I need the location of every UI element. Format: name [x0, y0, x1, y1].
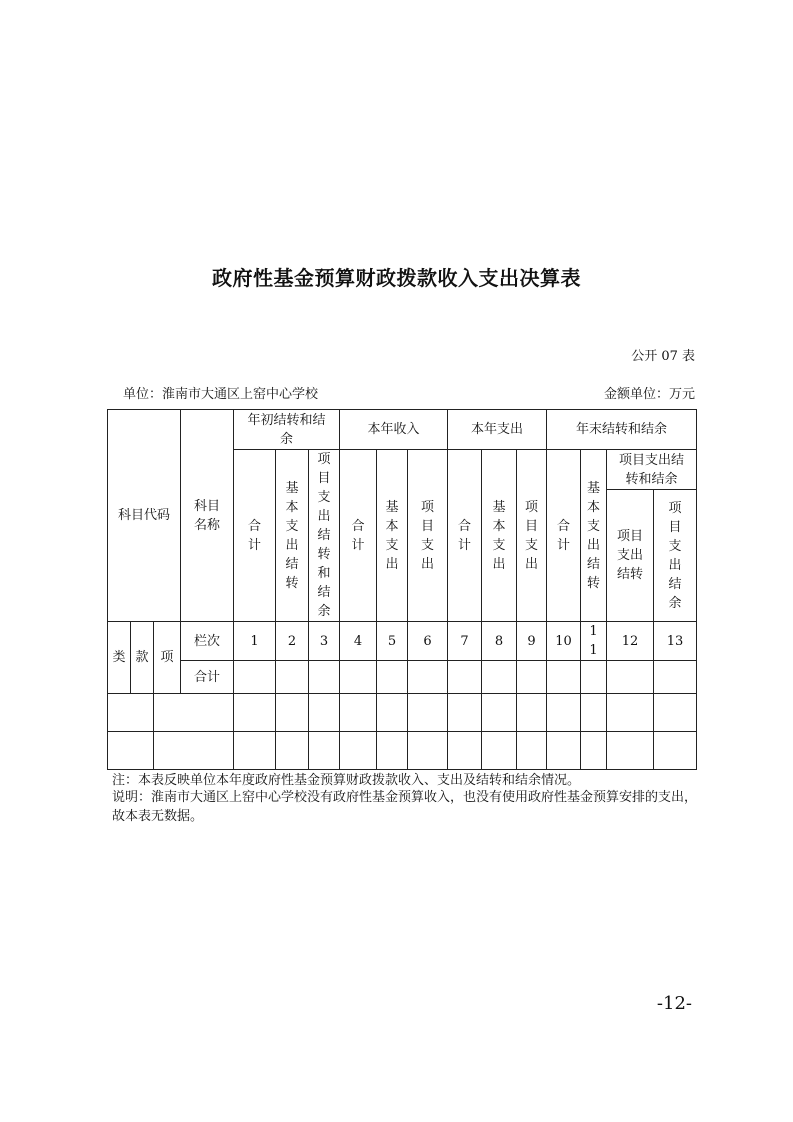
expense-total-header: 合计	[448, 450, 482, 622]
table-cell	[154, 732, 234, 770]
end-total-header: 合计	[547, 450, 581, 622]
table-row	[108, 732, 697, 770]
table-cell	[607, 661, 654, 694]
col-number: 1	[234, 622, 276, 661]
col-number: 8	[482, 622, 517, 661]
begin-project-header: 项目支出结转和结余	[309, 450, 340, 622]
table-cell	[654, 661, 697, 694]
total-row-label: 合计	[181, 661, 234, 694]
table-cell	[377, 732, 408, 770]
col-number: 12	[607, 622, 654, 661]
table-cell	[108, 732, 154, 770]
income-total-header: 合计	[340, 450, 377, 622]
table-cell	[517, 732, 547, 770]
table-cell	[448, 694, 482, 732]
income-header: 本年收入	[340, 410, 448, 450]
col-number: 11	[581, 622, 607, 661]
table-cell	[340, 732, 377, 770]
begin-total-header: 合计	[234, 450, 276, 622]
table-cell	[154, 694, 234, 732]
unit-label: 单位：淮南市大通区上窑中心学校	[123, 387, 319, 402]
expense-header: 本年支出	[448, 410, 547, 450]
budget-table	[107, 409, 697, 770]
table-cell	[547, 732, 581, 770]
expense-basic-header: 基本支出	[482, 450, 517, 622]
col-number: 6	[408, 622, 448, 661]
table-cell	[547, 694, 581, 732]
table-cell	[448, 661, 482, 694]
explanation-text: 说明：淮南市大通区上窑中心学校没有政府性基金预算收入，也没有使用政府性基金预算安排的支出，故本表无数据。	[112, 790, 698, 824]
table-cell	[234, 694, 276, 732]
section-header: 款	[131, 622, 154, 694]
table-cell	[517, 694, 547, 732]
table-cell	[408, 661, 448, 694]
table-cell	[448, 732, 482, 770]
table-cell	[234, 661, 276, 694]
col-number: 9	[517, 622, 547, 661]
table-cell	[276, 661, 309, 694]
end-project-group-header: 项目支出结转和结余	[607, 450, 697, 490]
end-project-carry-header: 项目支出结转	[607, 490, 654, 622]
col-number: 2	[276, 622, 309, 661]
table-cell	[581, 732, 607, 770]
table-cell	[581, 661, 607, 694]
col-number: 10	[547, 622, 581, 661]
table-cell	[340, 694, 377, 732]
class-header: 类	[108, 622, 131, 694]
table-cell	[408, 732, 448, 770]
table-cell	[654, 732, 697, 770]
table-cell	[482, 661, 517, 694]
col-number: 13	[654, 622, 697, 661]
table-cell	[517, 661, 547, 694]
form-number: 公开 07 表	[631, 349, 695, 364]
col-number: 4	[340, 622, 377, 661]
table-cell	[654, 694, 697, 732]
row-number-label: 栏次	[181, 622, 234, 661]
table-cell	[408, 694, 448, 732]
table-cell	[276, 694, 309, 732]
table-cell	[607, 694, 654, 732]
subject-code-header: 科目代码	[108, 410, 181, 622]
table-cell	[607, 732, 654, 770]
table-cell	[309, 732, 340, 770]
table-cell	[309, 694, 340, 732]
table-cell	[340, 661, 377, 694]
table-cell	[309, 661, 340, 694]
table-cell	[234, 732, 276, 770]
table-cell	[377, 661, 408, 694]
table-cell	[108, 694, 154, 732]
subject-name-header: 科目名称	[181, 410, 234, 622]
table-cell	[276, 732, 309, 770]
table-cell	[377, 694, 408, 732]
amount-unit-label: 金额单位：万元	[603, 387, 695, 402]
income-basic-header: 基本支出	[377, 450, 408, 622]
expense-project-header: 项目支出	[517, 450, 547, 622]
page-number: -12-	[656, 993, 692, 1014]
col-number: 7	[448, 622, 482, 661]
item-header: 项	[154, 622, 181, 694]
income-project-header: 项目支出	[408, 450, 448, 622]
col-number: 5	[377, 622, 408, 661]
end-balance-header: 年末结转和结余	[547, 410, 697, 450]
table-cell	[547, 661, 581, 694]
end-basic-carry-header: 基本支出结转	[581, 450, 607, 622]
table-cell	[482, 694, 517, 732]
table-cell	[581, 694, 607, 732]
table-cell	[482, 732, 517, 770]
end-project-balance-header: 项目支出结余	[654, 490, 697, 622]
page-title: 政府性基金预算财政拨款收入支出决算表	[212, 266, 581, 290]
begin-basic-carry-header: 基本支出结转	[276, 450, 309, 622]
begin-balance-header: 年初结转和结余	[234, 410, 340, 450]
table-note: 注：本表反映单位本年度政府性基金预算财政拨款收入、支出及结转和结余情况。	[112, 773, 581, 788]
col-number: 3	[309, 622, 340, 661]
table-row	[108, 694, 697, 732]
